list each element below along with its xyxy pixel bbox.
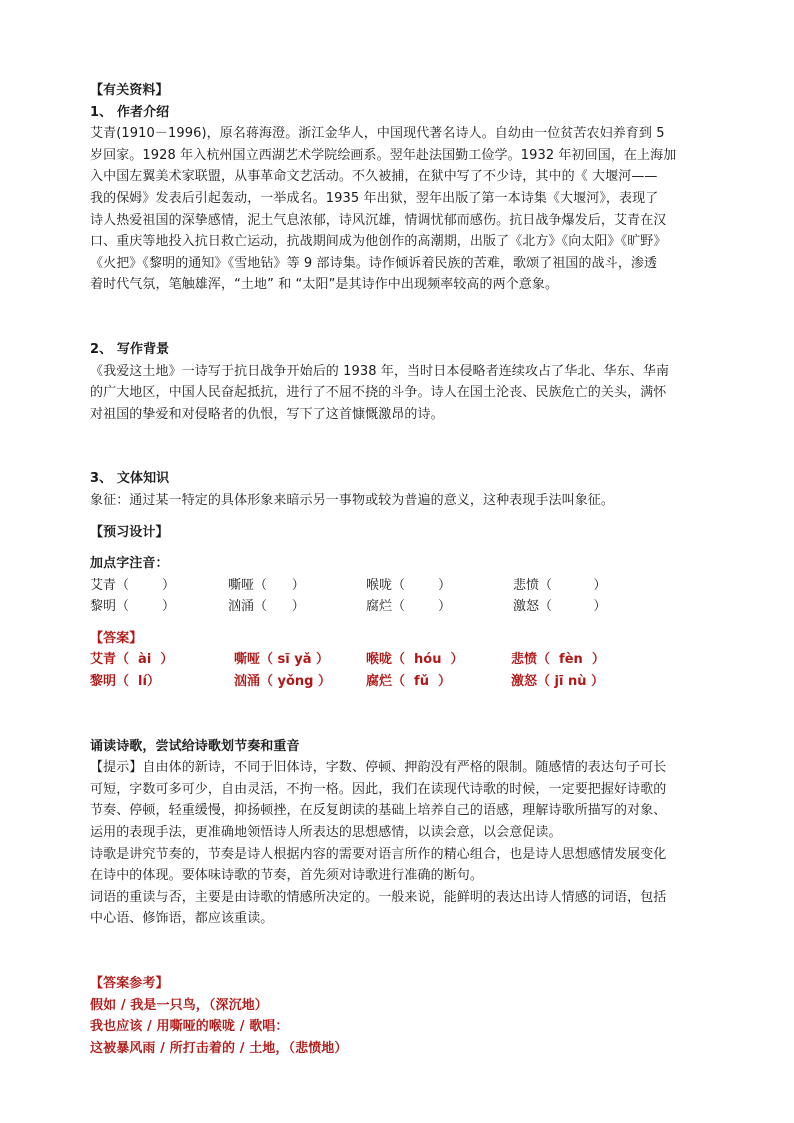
question-item: 艾青（ ） bbox=[90, 577, 176, 593]
pinyin-title: 加点字注音： bbox=[90, 556, 169, 572]
answer-item: 嘶哑（ sī yǎ ） bbox=[234, 652, 330, 668]
preview-heading: 【预习设计】 bbox=[90, 524, 169, 540]
background-paragraph bbox=[90, 361, 710, 426]
answer-row bbox=[90, 671, 710, 693]
answer-heading: 【答案】 bbox=[90, 630, 143, 646]
author-line: 诗人热爱祖国的深挚感情，泥土气息浓郁，诗风沉雄，情调忧郁而感伤。抗日战争爆发后，艾青在汉 bbox=[90, 212, 667, 228]
tip-line: 【提示】自由体的新诗，不同于旧体诗，字数、停顿、押韵没有严格的限制。随感情的表达句子可长 bbox=[90, 760, 667, 776]
tip-line: 词语的重读与否，主要是由诗歌的情感所决定的。一般来说，能鲜明的表达出诗人情感的词语，包括 bbox=[90, 889, 667, 905]
question-item: 激怒（ ） bbox=[513, 599, 607, 615]
tip-line: 运用的表现手法，更准确地领悟诗人所表达的思想感情，以读会意，以会意促读。 bbox=[90, 825, 562, 841]
author-line: 着时代气氛，笔触雄浑，“土地” 和 “太阳”是其诗作中出现频率较高的两个意象。 bbox=[90, 277, 559, 293]
author-line: 艾青(1910－1996)，原名蒋海澄。浙江金华人，中国现代著名诗人。自幼由一位贫苦农妇养育到 5 bbox=[90, 126, 665, 142]
background-section-title: 2、 写作背景 bbox=[90, 341, 170, 357]
answer-item: 腐烂（ fǔ ） bbox=[366, 674, 452, 690]
answer-item: 喉咙（ hóu ） bbox=[366, 652, 464, 668]
reference-answer-heading: 【答案参考】 bbox=[90, 976, 169, 991]
question-item: 黎明（ ） bbox=[90, 599, 176, 615]
tip-line: 诗歌是讲究节奏的，节奏是诗人根据内容的需要对语言所作的精心组合，也是诗人思想感情发展变化 bbox=[90, 846, 667, 862]
reading-tip-paragraph bbox=[90, 757, 710, 930]
answer-row bbox=[90, 649, 710, 671]
reference-answer-line: 这被暴风雨 / 所打击着的 / 土地，（悲愤地） bbox=[90, 1040, 348, 1056]
question-item: 喉咙（ ） bbox=[366, 577, 452, 593]
answer-item: 黎明（ lí） bbox=[90, 674, 160, 690]
reference-answer-line: 我也应该 / 用嘶哑的喉咙 / 歌唱： bbox=[90, 1019, 289, 1035]
author-line: 口、重庆等地投入抗日救亡运动，抗战期间成为他创作的高潮期，出版了《北方》《向太阳》《旷野》 bbox=[90, 234, 667, 250]
question-item: 汹涌（ ） bbox=[228, 599, 305, 615]
background-line: 《我爱这土地》一诗写于抗日战争开始后的 1938 年，当时日本侵略者连续攻占了华北、华东、华南 bbox=[90, 363, 670, 379]
author-paragraph bbox=[90, 123, 710, 296]
reference-answer-lines bbox=[90, 995, 710, 1060]
author-line: 岁回家。1928 年入杭州国立西湖艺术学院绘画系。翌年赴法国勤工俭学。1932 年初回国，在上海加 bbox=[90, 147, 677, 163]
question-row bbox=[90, 575, 710, 597]
author-line: 我的保姆》发表后引起轰动，一举成名。1935 年出狱，翌年出版了第一本诗集《大堰河》，表现了 bbox=[90, 190, 659, 206]
answer-item: 艾青（ ài ） bbox=[90, 652, 174, 668]
question-item: 嘶哑（ ） bbox=[228, 577, 305, 593]
question-row bbox=[90, 596, 710, 618]
answer-item: 激怒（ jī nù ） bbox=[511, 674, 604, 690]
reference-answer-line: 假如 / 我是一只鸟，（深沉地） bbox=[90, 997, 268, 1013]
background-line: 对祖国的挚爱和对侵略者的仇恨，写下了这首慷慨激昂的诗。 bbox=[90, 406, 444, 422]
genre-section-title: 3、 文体知识 bbox=[90, 471, 170, 487]
tip-line: 在诗中的体现。要体味诗歌的节奏，首先须对诗歌进行准确的断句。 bbox=[90, 868, 484, 884]
materials-heading: 【有关资料】 bbox=[90, 83, 169, 98]
pinyin-answers bbox=[90, 649, 710, 692]
reading-title: 诵读诗歌，尝试给诗歌划节奏和重音 bbox=[90, 738, 300, 754]
background-line: 的广大地区，中国人民奋起抵抗，进行了不屈不挠的斗争。诗人在国土沦丧、民族危亡的关头，满怀 bbox=[90, 385, 667, 401]
tip-line: 中心语、修饰语，都应该重读。 bbox=[90, 911, 274, 927]
document-page bbox=[90, 80, 710, 1059]
tip-line: 节奏、停顿，轻重缓慢，抑扬顿挫，在反复朗读的基础上培养自己的语感，理解诗歌所描写的对象、 bbox=[90, 803, 667, 819]
question-item: 腐烂（ ） bbox=[366, 599, 452, 615]
author-line: 入中国左翼美术家联盟，从事革命文艺活动。不久被捕，在狱中写了不少诗，其中的《 大堰河—— bbox=[90, 169, 658, 185]
pinyin-questions bbox=[90, 575, 710, 618]
author-section-title: 1、 作者介绍 bbox=[90, 104, 170, 120]
answer-item: 悲愤（ fèn ） bbox=[511, 652, 605, 668]
question-item: 悲愤（ ） bbox=[513, 577, 607, 593]
author-line: 《火把》《黎明的通知》《雪地钻》等 9 部诗集。诗作倾诉着民族的苦难，歌颂了祖国的战斗，渗透 bbox=[90, 255, 658, 271]
genre-definition: 象征：通过某一特定的具体形象来暗示另一事物或较为普遍的意义，这种表现手法叫象征。 bbox=[90, 492, 615, 508]
tip-line: 可短，字数可多可少，自由灵活，不拘一格。因此，我们在读现代诗歌的时候，一定要把握好诗歌的 bbox=[90, 781, 667, 797]
answer-item: 汹涌（ yǒng ） bbox=[234, 674, 332, 690]
